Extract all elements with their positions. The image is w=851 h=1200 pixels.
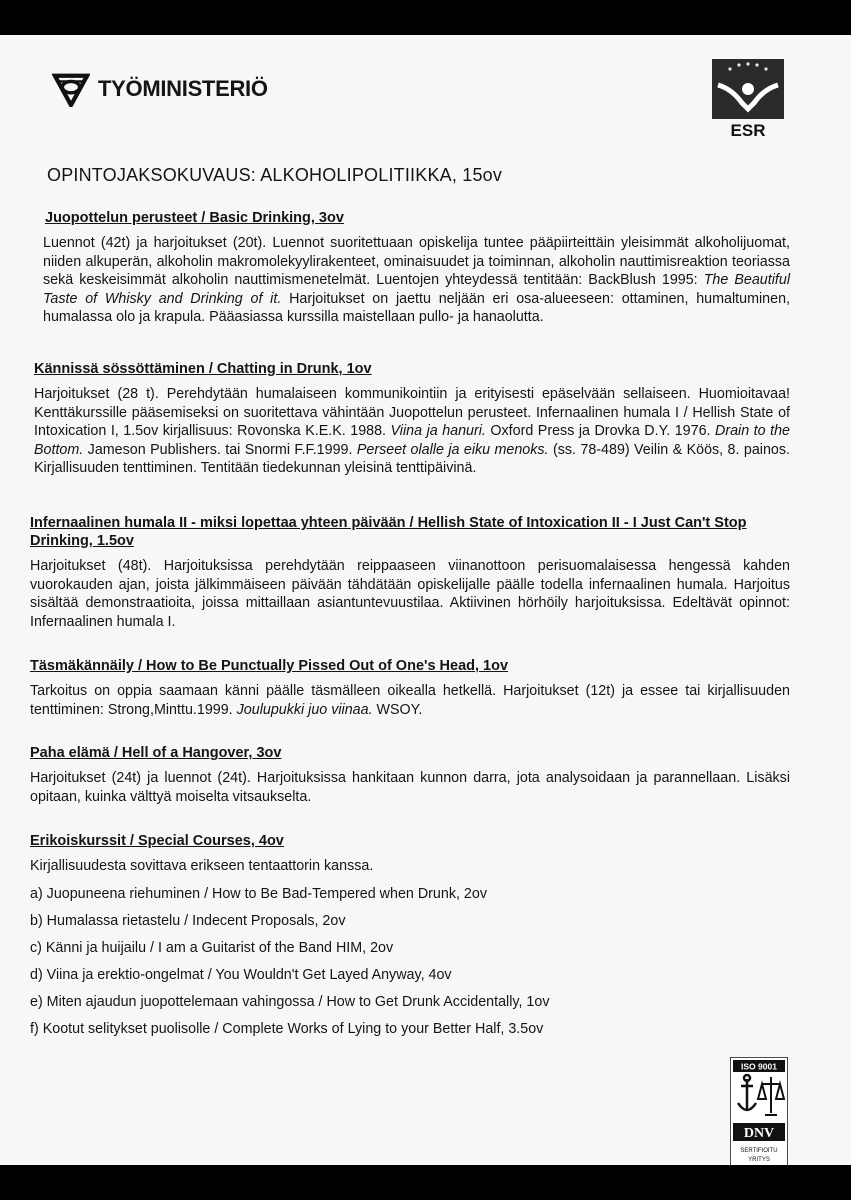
- section-body: [30, 385, 790, 478]
- list-item: e) Miten ajaudun juopottelemaan vahingossa / How to Get Drunk Accidentally, 1ov: [30, 993, 550, 1010]
- text-run: Tarkoitus on oppia saamaan känni päälle täsmälleen oikealla hetkellä. Harjoitukset (12t) ja essee tai kirjallisuuden tenttiminen: Strong,Minttu.1999.: [30, 683, 790, 718]
- list-item: d) Viina ja erektio-ongelmat / You Wouldn't Get Layed Anyway, 4ov: [30, 966, 452, 983]
- ministry-emblem-icon: [52, 71, 90, 107]
- text-run: Luennot (42t) ja harjoitukset (20t). Luennot suoritettuaan opiskelija tuntee pääpiirteittäin yleisimmät alkoholijuomat, niiden alkuperän, alkoholin makromolekyylirakenteet, ominaisuudet ja toiminnan, alkoholin nauttimisreaktion teoriassa sekä keskeisimmät alkoholin nauttimismenetelmät. Luentojen yhteydessä tentitään: BackBlush 1995:: [43, 235, 790, 288]
- text-run: (ss. 78-489) Veilin & Köös, 8. painos. Kirjallisuuden tenttiminen. Tentitään tiedekunnan yleisinä tenttipäivinä.: [34, 441, 790, 476]
- course-section-4: [30, 657, 790, 719]
- section-heading: Infernaalinen humala II - miksi lopettaa yhteen päivään / Hellish State of Intoxication II - I Just Can't Stop Drinking, 1.5ov: [30, 515, 747, 549]
- course-section-2: [30, 360, 790, 478]
- text-run: Harjoitukset on jaettu neljään eri osa-alueeseen: ottaminen, humaltuminen, humalassa olo ja krapula. Pääasiassa kurssilla maistellaan pullo- ja hanaolutta.: [43, 290, 791, 325]
- section-heading: Paha elämä / Hell of a Hangover, 3ov: [30, 745, 282, 761]
- book-title: Drain to the Bottom.: [34, 423, 790, 458]
- section-heading: Kännissä sössöttäminen / Chatting in Drunk, 1ov: [34, 361, 372, 377]
- text-run: Harjoitukset (28 t). Perehdytään humalaiseen kommunikointiin ja erityisesti epäselvään sellaiseen. Huomioitavaa! Kenttäkurssille pääsemiseksi on suoritettava vähintään Juopottelun perusteet. Infernaalinen humala I / Hellish State of Intoxication I, 1.5ov kirjallisuus: Rovonska K.E.K. 1988.: [34, 386, 790, 439]
- cert-label-2: YRITYS: [748, 1157, 770, 1163]
- cert-label-1: SERTIFIOITU: [740, 1148, 778, 1154]
- iso-certification-logo: [730, 1057, 788, 1165]
- section-body: Harjoitukset (48t). Harjoituksissa perehdytään reippaaseen viinanottoon perisuomalaisessa hengessä kahden vuorokauden ajan, joista jälkimmäiseen päivään tähdätään opiskelijalle päälle todella infernaalinen humala. Harjoitus sisältää demonstraatioita, joissa mittaillaan asiantuntevuustilaa. Aktiivinen hörhöily harjoituksissa. Edeltävät opinnot: Infernaalinen humala I.: [30, 558, 790, 630]
- text-run: Oxford Press ja Drovka D.Y. 1976.: [485, 423, 716, 439]
- book-title: Viina ja hanuri.: [390, 423, 486, 439]
- list-item: a) Juopuneena riehuminen / How to Be Bad-Tempered when Drunk, 2ov: [30, 885, 487, 902]
- course-section-6: [30, 832, 790, 1038]
- text-run: WSOY.: [372, 701, 423, 718]
- book-title: Joulupukki juo viinaa.: [236, 701, 373, 718]
- course-section-5: [30, 744, 790, 806]
- course-section-1: [30, 209, 790, 327]
- esr-label: ESR: [730, 121, 766, 139]
- esr-logo: [712, 59, 784, 139]
- section-body: [30, 682, 790, 719]
- section-body: [30, 234, 790, 327]
- text-run: Jameson Publishers. tai Snormi F.F.1999.: [83, 441, 357, 458]
- book-title: Perseet olalle ja eiku menoks.: [356, 441, 549, 458]
- ministry-logo: [52, 69, 268, 109]
- book-title: The Beautiful Taste of Whisky and Drinking of it.: [43, 272, 790, 307]
- section-body: Kirjallisuudesta sovittava erikseen tentaattorin kanssa.: [30, 858, 374, 874]
- section-body: Harjoitukset (24t) ja luennot (24t). Harjoituksissa hankitaan kunnon darra, jota analysoidaan ja parannellaan. Lisäksi opitaan, kuinka välttyä moiselta vitsaukselta.: [30, 770, 790, 805]
- document-page: [0, 35, 851, 1165]
- section-heading: Juopottelun perusteet / Basic Drinking, 3ov: [45, 210, 344, 226]
- ministry-name: TYÖMINISTERIÖ: [98, 76, 268, 101]
- list-item: b) Humalassa rietastelu / Indecent Proposals, 2ov: [30, 912, 346, 929]
- dnv-label: DNV: [743, 1126, 775, 1141]
- section-heading: Erikoiskurssit / Special Courses, 4ov: [30, 833, 284, 849]
- iso-label: ISO 9001: [741, 1061, 777, 1072]
- course-section-3: [30, 514, 790, 631]
- section-heading: Täsmäkännäily / How to Be Punctually Pissed Out of One's Head, 1ov: [30, 658, 509, 674]
- list-item: f) Kootut selitykset puolisolle / Complete Works of Lying to your Better Half, 3.5ov: [30, 1020, 544, 1037]
- page-title: OPINTOJAKSOKUVAUS: ALKOHOLIPOLITIIKKA, 15ov: [47, 165, 503, 185]
- list-item: c) Känni ja huijailu / I am a Guitarist of the Band HIM, 2ov: [30, 939, 394, 956]
